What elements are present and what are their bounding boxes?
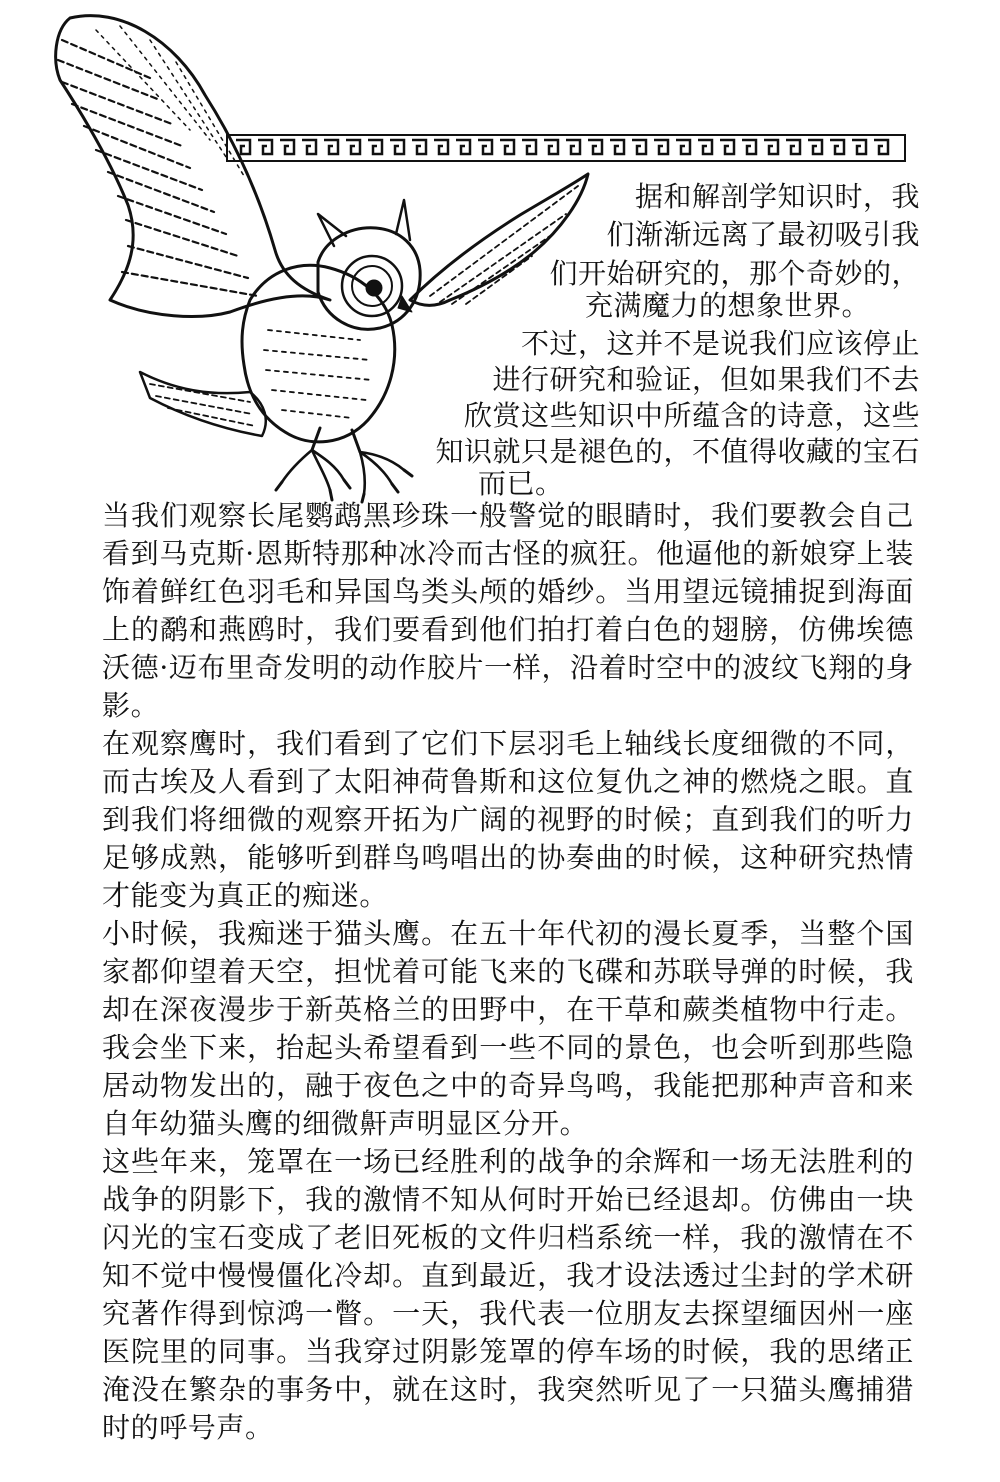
paragraph: 小时候，我痴迷于猫头鹰。在五十年代初的漫长夏季，当整个国家都仰望着天空，担忧着可能飞来的飞碟和苏联导弹的时候，我却在深夜漫步于新英格兰的田野中，在干草和蕨类植物中行走。我会坐下来，抬起头希望看到一些不同的景色，也会听到那些隐居动物发出的，融于夜色之中的奇异鸟鸣，我能把那种声音和来自年幼猫头鹰的细微鼾声明显区分开。 xyxy=(102,917,914,1140)
paragraph: 这些年来，笼罩在一场已经胜利的战争的余辉和一场无法胜利的战争的阴影下，我的激情不知从何时开始已经退却。仿佛由一块闪光的宝石变成了老旧死板的文件归档系统一样，我的激情在不知不觉中慢慢僵化冷却。直到最近，我才设法透过尘封的学术研究著作得到惊鸿一瞥。一天，我代表一位朋友去探望缅因州一座医院里的同事。当我穿过阴影笼罩的停车场的时候，我的思绪正淹没在繁杂的事务中，就在这时，我突然听见了一只猫头鹰捕猎时的呼号声。 xyxy=(102,1145,914,1444)
paragraph: 当我们观察长尾鹦鹉黑珍珠一般警觉的眼睛时，我们要教会自己看到马克斯·恩斯特那种冰冷而古怪的疯狂。他逼他的新娘穿上装饰着鲜红色羽毛和异国鸟类头颅的婚纱。当用望远镜捕捉到海面上的鹬和燕鸥时，我们要看到他们拍打着白色的翅膀，仿佛埃德沃德·迈布里奇发明的动作胶片一样，沿着时空中的波纹飞翔的身影。 xyxy=(102,499,914,722)
text-line: 不过，这并不是说我们应该停止 xyxy=(520,327,920,360)
body-text xyxy=(102,497,914,1447)
text-line: 们开始研究的，那个奇妙的， xyxy=(549,257,920,290)
paragraph: 在观察鹰时，我们看到了它们下层羽毛上轴线长度细微的不同，而古埃及人看到了太阳神荷鲁斯和这位复仇之神的燃烧之眼。直到我们将细微的观察开拓为广阔的视野的时候；直到我们的听力足够成熟，能够听到群鸟鸣唱出的协奏曲的时候，这种研究热情才能变为真正的痴迷。 xyxy=(102,727,914,912)
text-line: 充满魔力的想象世界。 xyxy=(584,289,870,322)
text-line: 知识就只是褪色的，不值得收藏的宝石 xyxy=(435,435,920,468)
text-line: 据和解剖学知识时，我 xyxy=(634,180,920,213)
greek-key-border xyxy=(226,134,906,162)
text-line: 进行研究和验证，但如果我们不去 xyxy=(492,363,920,396)
text-line: 而已。 xyxy=(478,467,564,500)
text-line: 们渐渐远离了最初吸引我 xyxy=(606,218,920,251)
text-line: 欣赏这些知识中所蕴含的诗意，这些 xyxy=(463,399,920,432)
